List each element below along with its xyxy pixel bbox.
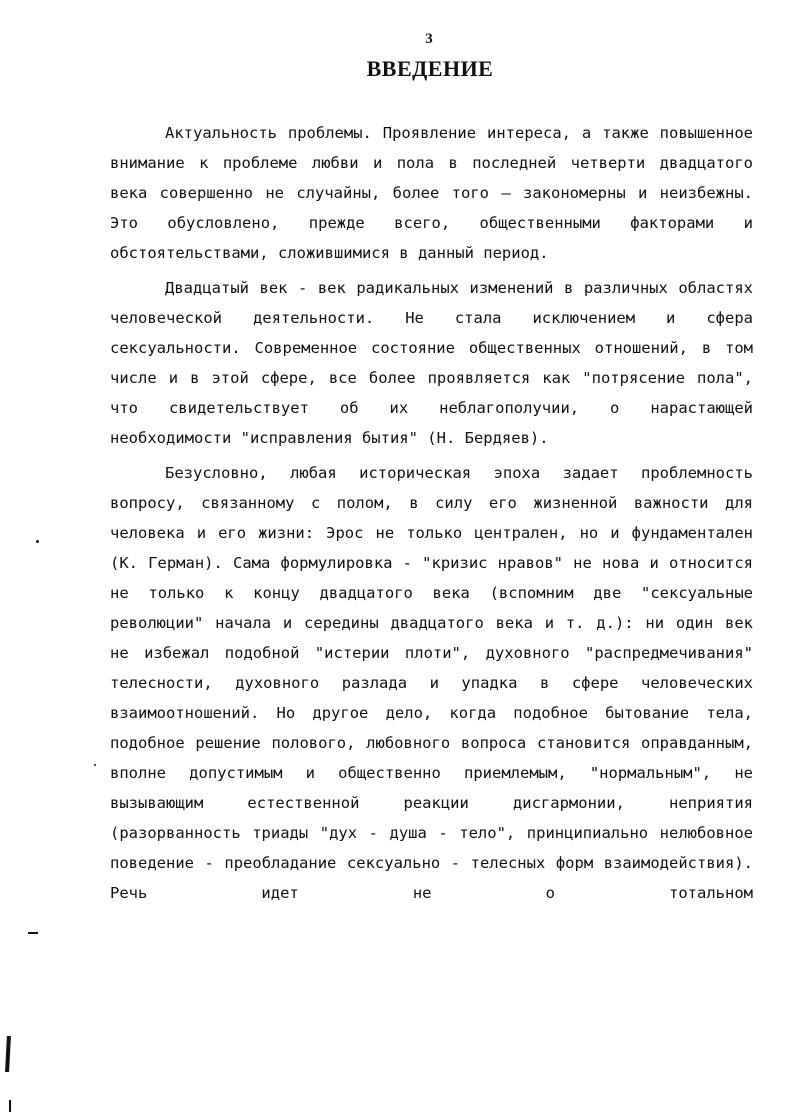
section-title: ВВЕДЕНИЕ <box>366 56 494 81</box>
paragraph-twentieth-century: Двадцатый век - век радикальных изменений в различных областях человеческой деятельности. Не стала исключением и сфера сексуальности. Современное состояние общественных отношений, в том числе и в этой сфере, все более проявляется как "потрясение пола", что свидетельствует об их неблагополучии, о нарастающей необходимости "исправления бытия" (Н. Бердяев). <box>110 279 753 447</box>
body-text <box>110 118 753 908</box>
scan-artifact-tick <box>9 1100 11 1112</box>
paragraph-historical-epoch: Безусловно, любая историческая эпоха задает проблемность вопросу, связанному с полом, в силу его жизненной важности для человека и его жизни: Эрос не только централен, но и фундаментален (К. Герман). Сама формулировка - "кризис нравов" не нова и относится не только к концу двадцатого века (вспомним две "сексуальные революции" начала и середины двадцатого века и т. д.): ни один век не избежал подобной "истерии плоти", духовного "распредмечивания" телесности, духовного разлада и упадка в сфере человеческих взаимоотношений. Но другое дело, когда подобное бытование тела, подобное решение полового, любовного вопроса становится оправданным, вполне допустимым и общественно приемлемым, "нормальным", не вызывающим естественной реакции дисгармонии, неприятия (разорванность триады "дух - душа - тело", принципиально нелюбовное поведение - преобладание сексуально - телесных форм взаимодействия). Речь идет не о тотальном <box>110 464 753 902</box>
scan-artifact-dot <box>36 540 39 543</box>
scan-artifact-dot <box>94 764 96 766</box>
scan-artifact-dash <box>28 932 38 934</box>
page-number: 3 <box>425 31 433 47</box>
scan-artifact-bar <box>5 1036 11 1072</box>
paragraph-relevance: Актуальность проблемы. Проявление интереса, а также повышенное внимание к проблеме любви и пола в последней четверти двадцатого века совершенно не случайны, более того – закономерны и неизбежны. Это обусловлено, прежде всего, общественными факторами и обстоятельствами, сложившимися в данный период. <box>110 124 753 262</box>
